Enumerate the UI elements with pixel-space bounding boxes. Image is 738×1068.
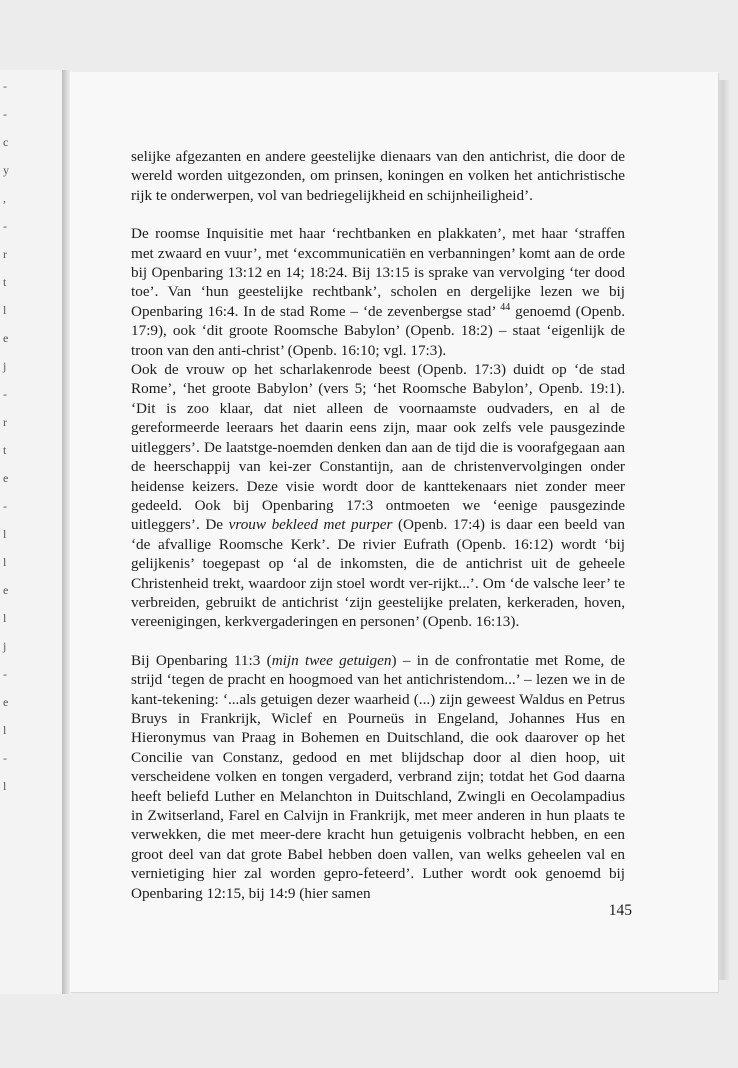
margin-mark: - — [3, 219, 7, 233]
margin-mark: j — [3, 359, 7, 373]
paragraph-2: De roomse Inquisitie met haar ‘rechtbanken en plakkaten’, met haar ‘straffen met zwaard en vuur’, met ‘excommunicatiën en verbanningen’ komt aan de orde bij Openbaring 13:12 en 14; 18:24. Bij 13:15 is sprake van vervolging ‘ter dood toe’. Van ‘hun geestelijke rechtbank’, scholen en dergelijke lezen we bij Openbaring 16:4. In de stad Rome – ‘de zevenbergse stad’ $^{44}$ genoemd (Openb. 17:9), ook ‘dit groote Roomsche Babylon’ (Openb. 18:2) – staat ‘eigenlijk de troon van den anti-christ’ (Openb. 16:10; vgl. 17:3). — [131, 225, 626, 359]
margin-mark: l — [3, 555, 7, 569]
margin-mark: j — [3, 639, 7, 653]
margin-mark: - — [3, 107, 7, 121]
paragraph-4: Bij Openbaring 11:3 (mijn twee getuigen) – in de confrontatie met Rome, de strijd ‘tegen de pracht en hoogmoed van het antichristendom...’ – lezen we in de kant-tekening: ‘...als getuigen dezer waarheid (...) zijn geweest Waldus en Petrus Bruys in Frankrijk, Wiclef en Pourneüs in Engeland, Johannes Hus en Hieronymus van Praag in Bohemen en Duitschland, die ook daarover op het Concilie van Constanz, gedood en met blijdschap door al dien hoop, uit verscheidene volken en tongen vergaderd, verbrand zijn; totdat het God daarna heeft beliefd Luther en Melanchton in Duitschland, Zwingli en Oecolampadius in Zwitserland, Farel en Calvijn in Frankrijk, met meer anderen in hun plaats te verwekken, die met meer-dere kracht hun getuigenis volbracht hebben, en een groot deel van dat grote Babel hebben doen vallen, van welks geheelen val en vernietiging hier zal worden gepro-feteerd’. Luther wordt ook genoemd bij Openbaring 12:15, bij 14:9 (hier samen — [131, 651, 626, 902]
margin-mark: - — [3, 751, 7, 765]
margin-mark: e — [3, 471, 9, 485]
margin-mark: y — [3, 163, 9, 177]
margin-mark: l — [3, 611, 7, 625]
footnote-marker: 44 — [500, 301, 511, 313]
margin-mark: e — [3, 331, 9, 345]
margin-mark: r — [3, 247, 7, 261]
margin-mark: l — [3, 527, 7, 541]
body-text — [131, 147, 625, 903]
margin-mark: - — [3, 667, 7, 681]
margin-mark: l — [3, 303, 7, 317]
margin-mark: - — [3, 79, 7, 93]
margin-mark: t — [3, 275, 7, 289]
previous-page-edge — [0, 70, 67, 994]
margin-mark: e — [3, 583, 9, 597]
margin-mark: , — [3, 191, 6, 205]
margin-mark: e — [3, 695, 9, 709]
paragraph-1: selijke afgezanten en andere geestelijke dienaars van den antichrist, die door de wereld worden uitgezonden, om prinsen, koningen en volken het antichristische rijk te onderwerpen, vol van bedriegelijkheid en schijnheiligheid’. — [131, 148, 625, 204]
margin-mark: t — [3, 443, 7, 457]
margin-mark: r — [3, 415, 7, 429]
page-number: 145 — [608, 902, 632, 919]
margin-mark: c — [3, 135, 9, 149]
margin-mark: - — [3, 499, 7, 513]
margin-mark: - — [3, 387, 7, 401]
page-stack-edge — [716, 80, 730, 980]
margin-mark: l — [3, 723, 7, 737]
margin-mark: l — [3, 779, 7, 793]
paragraph-3: Ook de vrouw op het scharlakenrode beest (Openb. 17:3) duidt op ‘de stad Rome’, ‘het groote Babylon’ (vers 5; ‘het Roomsche Babylon’, Openb. 19:1). ‘Dit is zoo klaar, dat niet alleen de voornaamste oudvaders, en al de gereformeerde leeraars het daarin eens zijn, maar ook zelfs vele pausgezinde uitleggers’. De laatstge-noemden denken dan aan de tijd die is voorafgegaan aan de heerschappij van kei-zer Constantijn, aan de christenvervolgingen onder heidense keizers. Deze visie wordt door de kanttekenaars niet zonder meer gedeeld. Ook bij Openbaring 17:3 ontmoeten we ‘eenige pausgezinde uitleggers’. De vrouw bekleed met purper (Openb. 17:4) is daar een beeld van ‘de afvallige Roomsche Kerk’. De rivier Eufrath (Openb. 16:12) wordt ‘bij gelijkenis’ toegepast op ‘al de inkomsten, die de antichrist uit de geheele Christenheid trekt, waardoor zijn stoel wordt ver-rijkt...’. Om ‘de valsche leer’ te verbreiden, gebruikt de antichrist ‘zijn geestelijke prelaten, kerkeraden, hoven, vereenigingen, kerkvergaderingen en personen’ (Openb. 16:13). — [131, 361, 625, 631]
